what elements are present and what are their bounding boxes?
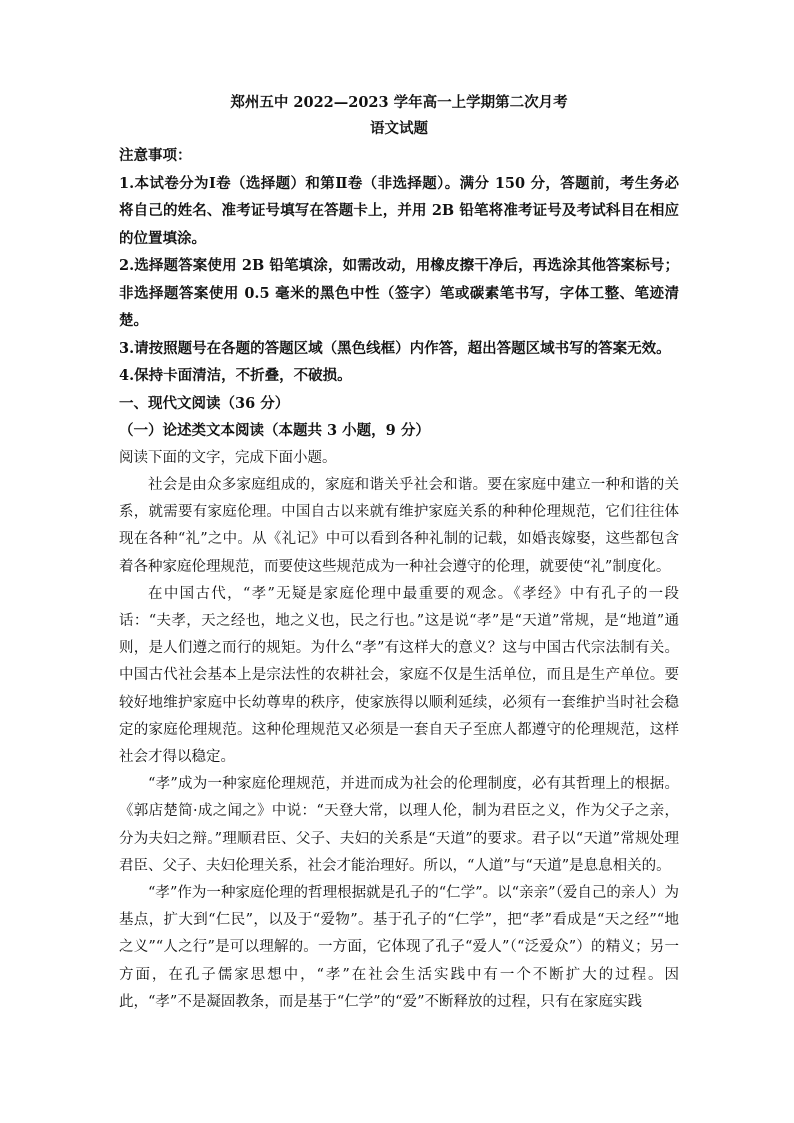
reading-passage: [119, 472, 679, 1016]
section-sub-heading: （一）论述类文本阅读（本题共 3 小题，9 分）: [119, 422, 430, 439]
notice-item: 1.本试卷分为Ⅰ卷（选择题）和第Ⅱ卷（非选择题）。满分 150 分，答题前，考生务必将自己的姓名、准考证号填写在答题卡上，并用 2B 铅笔将准考证号及考试科目在相应的位置填涂。: [119, 174, 679, 247]
section-heading: 一、现代文阅读（36 分）: [119, 394, 290, 412]
notice-item: 2.选择题答案使用 2B 铅笔填涂，如需改动，用橡皮擦干净后，再选涂其他答案标号；非选择题答案使用 0.5 毫米的黑色中性（签字）笔或碳素笔书写，字体工整、笔迹清楚。: [119, 257, 679, 329]
passage-paragraph: 在中国古代，“孝”无疑是家庭伦理中最重要的观念。《孝经》中有孔子的一段话：“夫孝，天之经也，地之义也，民之行也。”这是说“孝”是“天道”常规，是“地道”通则，是人们遵之而行的规矩。为什么“孝”有这样大的意义？这与中国古代宗法制有关。中国古代社会基本上是宗法性的农耕社会，家庭不仅是生活单位，而且是生产单位。要较好地维护家庭中长幼尊卑的秩序，使家族得以顺利延续，必须有一套维护当时社会稳定的家庭伦理规范。这种伦理规范又必须是一套自天子至庶人都遵守的伦理规范，这样社会才得以稳定。: [119, 585, 679, 766]
notice-item: 3.请按照题号在各题的答题区域（黑色线框）内作答，超出答题区域书写的答案无效。: [119, 339, 671, 357]
notice-item: 4.保持卡面清洁，不折叠，不破损。: [119, 367, 352, 384]
notice-heading: 注意事项：: [119, 147, 192, 164]
passage-paragraph: 社会是由众多家庭组成的，家庭和谐关乎社会和谐。要在家庭中建立一种和谐的关系，就需要有家庭伦理。中国自古以来就有维护家庭关系的种种伦理规范，它们往往体现在各种“礼”之中。从《礼记》中可以看到各种礼制的记载，如婚丧嫁娶，这些都包含着各种家庭伦理规范，而要使这些规范成为一种社会遵守的伦理，就要使“礼”制度化。: [119, 477, 679, 575]
notice-block: [119, 142, 679, 390]
exam-page: [119, 92, 679, 1016]
passage-paragraph: “孝”作为一种家庭伦理的哲理根据就是孔子的“仁学”。以“亲亲”（爱自己的亲人）为基点，扩大到“仁民”，以及于“爱物”。基于孔子的“仁学”，把“孝”看成是“天之经”“地之义”“人之行”是可以理解的。一方面，它体现了孔子“爱人”（“泛爱众”）的精义；另一方面，在孔子儒家思想中，“孝”在社会生活实践中有一个不断扩大的过程。因此，“孝”不是凝固教条，而是基于“仁学”的“爱”不断释放的过程，只有在家庭实践: [119, 885, 679, 1010]
exam-title: 郑州五中 2022—2023 学年高一上学期第二次月考: [230, 94, 568, 111]
exam-subtitle: 语文试题: [370, 120, 428, 137]
reading-instruction: 阅读下面的文字，完成下面小题。: [119, 449, 337, 466]
passage-paragraph: “孝”成为一种家庭伦理规范，并进而成为社会的伦理制度，必有其哲理上的根据。《郭店楚简·成之闻之》中说：“天登大常，以理人伦，制为君臣之义，作为父子之亲，分为夫妇之辩。”理顺君臣、父子、夫妇的关系是“天道”的要求。君子以“天道”常规处理君臣、父子、夫妇伦理关系，社会才能治理好。所以，“人道”与“天道”是息息相关的。: [119, 776, 679, 874]
